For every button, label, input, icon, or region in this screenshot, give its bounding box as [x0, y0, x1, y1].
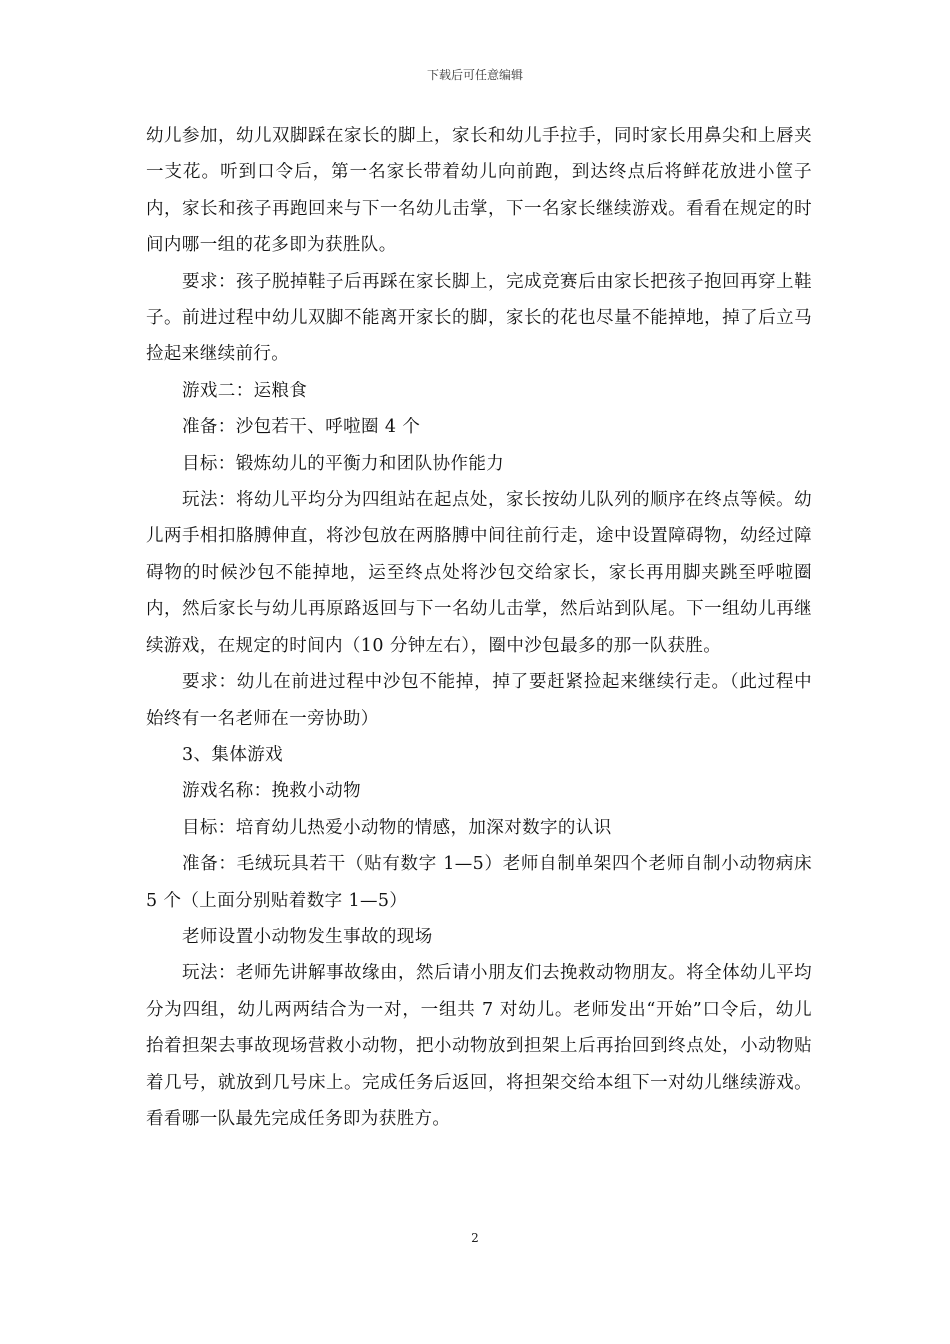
paragraph-1: 幼儿参加，幼儿双脚踩在家长的脚上，家长和幼儿手拉手，同时家长用鼻尖和上唇夹一支花。听到口令后，第一名家长带着幼儿向前跑，到达终点后将鲜花放进小筐子内，家长和孩子再跑回来与下一名幼儿击掌，下一名家长继续游戏。看看在规定的时间内哪一组的花多即为获胜队。: [146, 126, 812, 256]
paragraph-5: 目标：锻炼幼儿的平衡力和团队协作能力: [182, 453, 505, 474]
paragraph-12: 老师设置小动物发生事故的现场: [182, 926, 433, 947]
paragraph-3: 游戏二：运粮食: [182, 380, 308, 401]
page-number: 2: [471, 1231, 479, 1245]
paragraph-4: 准备：沙包若干、呼啦圈 4 个: [182, 417, 421, 438]
paragraph-9: 游戏名称：挽救小动物: [182, 781, 361, 802]
paragraph-8: 3、集体游戏: [182, 744, 284, 765]
paragraph-13: 玩法：老师先讲解事故缘由，然后请小朋友们去挽救动物朋友。将全体幼儿平均分为四组，幼儿两两结合为一对，一组共 7 对幼儿。老师发出“开始”口令后，幼儿抬着担架去事故现场营救小动物，把小动物放到担架上后再抬回到终点处，小动物贴着几号，就放到几号床上。完成任务后返回，将担架交给本组下一对幼儿继续游戏。看看哪一队最先完成任务即为获胜方。: [146, 963, 812, 1129]
page-header-note: 下载后可任意编辑: [426, 68, 523, 82]
paragraph-6: 玩法：将幼儿平均分为四组站在起点处，家长按幼儿队列的顺序在终点等候。幼儿两手相扣胳膊伸直，将沙包放在两胳膊中间往前行走，途中设置障碍物，幼经过障碍物的时候沙包不能掉地，运至终点处将沙包交给家长，家长再用脚夹跳至呼啦圈内，然后家长与幼儿再原路返回与下一名幼儿击掌，然后站到队尾。下一组幼儿再继续游戏，在规定的时间内（10 分钟左右），圈中沙包最多的那一队获胜。: [146, 490, 812, 656]
paragraph-7: 要求：幼儿在前进过程中沙包不能掉，掉了要赶紧捡起来继续行走。（此过程中始终有一名老师在一旁协助）: [146, 672, 812, 729]
document-body: [146, 118, 812, 1137]
paragraph-10: 目标：培育幼儿热爱小动物的情感，加深对数字的认识: [182, 817, 612, 838]
paragraph-11: 准备：毛绒玩具若干（贴有数字 1—5）老师自制单架四个老师自制小动物病床 5 个（上面分别贴着数字 1—5）: [146, 854, 812, 911]
paragraph-2: 要求：孩子脱掉鞋子后再踩在家长脚上，完成竞赛后由家长把孩子抱回再穿上鞋子。前进过程中幼儿双脚不能离开家长的脚，家长的花也尽量不能掉地，掉了后立马捡起来继续前行。: [146, 271, 812, 365]
